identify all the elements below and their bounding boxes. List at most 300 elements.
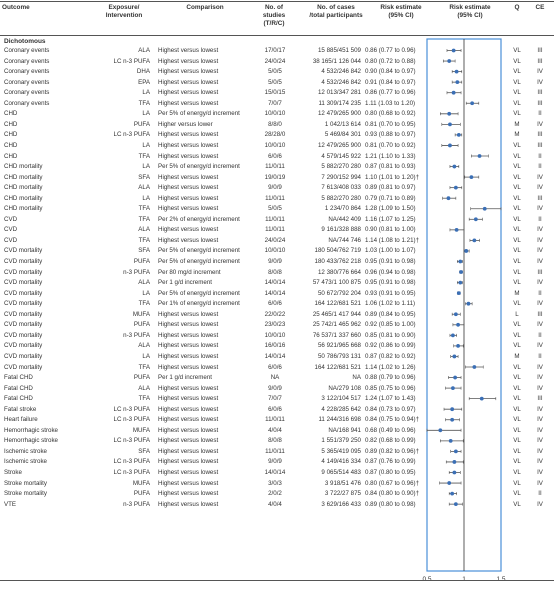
cell-comparison: Higher versus lower: [158, 120, 213, 128]
cell-comparison: Per 5% of energy/d increment: [158, 163, 240, 171]
cell-exposure: ALA: [138, 342, 150, 350]
cell-ce: IV: [537, 321, 543, 329]
cell-ce: IV: [537, 416, 543, 424]
cell-comparison: Highest versus lowest: [158, 458, 219, 466]
cell-studies: 24/0/24: [264, 236, 286, 244]
cell-ce: IV: [537, 205, 543, 213]
cell-exposure: LC n-3 PUFA: [113, 458, 150, 466]
cell-studies: 19/0/19: [264, 173, 286, 181]
cell-q: VL: [513, 363, 521, 371]
cell-cases: 5 882/270 280: [321, 163, 361, 171]
cell-cases: 3 122/104 517: [321, 395, 361, 403]
cell-ce: II: [538, 152, 542, 160]
cell-ce: IV: [537, 184, 543, 192]
cell-risk: 0.93 (0.91 to 0.95): [365, 289, 416, 297]
cell-exposure: ALA: [138, 47, 150, 54]
cell-ce: II: [538, 331, 542, 339]
cell-studies: NA: [270, 374, 280, 382]
cell-studies: 9/0/9: [268, 184, 282, 192]
cell-ce: IV: [537, 78, 543, 86]
point-estimate: [456, 323, 460, 327]
cell-comparison: Highest versus lowest: [158, 363, 219, 371]
cell-exposure: n-3 PUFA: [123, 331, 150, 339]
cell-ce: IV: [537, 426, 543, 434]
cell-outcome: Fatal CHD: [4, 374, 33, 382]
cell-comparison: Per 1 g/d increment: [158, 279, 212, 287]
cell-comparison: Highest versus lowest: [158, 490, 219, 498]
cell-outcome: CVD mortality: [4, 352, 43, 360]
point-estimate: [455, 228, 459, 232]
cell-exposure: SFA: [138, 173, 150, 181]
cell-ce: IV: [537, 437, 543, 445]
cell-ce: IV: [537, 279, 543, 287]
cell-cases: 15 885/451 509: [317, 47, 361, 54]
cell-studies: 10/0/10: [264, 247, 286, 255]
cell-risk: 0.81 (0.70 to 0.95): [365, 120, 416, 128]
cell-cases: 50 786/793 131: [317, 352, 361, 360]
cell-outcome: CHD: [4, 152, 18, 160]
cell-outcome: CVD mortality: [4, 321, 43, 329]
cell-exposure: TFA: [138, 363, 150, 371]
cell-comparison: Highest versus lowest: [158, 416, 219, 424]
cell-cases: 9 065/514 483: [321, 469, 361, 476]
point-estimate: [457, 133, 461, 137]
cell-studies: 6/0/6: [268, 363, 282, 371]
cell-studies: 11/0/11: [265, 416, 285, 424]
point-estimate: [483, 207, 487, 211]
cell-risk: 1.24 (1.07 to 1.43): [365, 395, 416, 403]
cell-studies: 8/8/0: [268, 120, 282, 128]
cell-outcome: CHD: [4, 131, 18, 139]
point-estimate: [458, 260, 462, 264]
cell-cases: 4 579/145 922: [321, 152, 361, 160]
cell-risk: 0.91 (0.84 to 0.97): [365, 78, 416, 86]
cell-exposure: PUFA: [133, 374, 150, 382]
point-estimate: [447, 112, 451, 116]
cell-comparison: Highest versus lowest: [158, 57, 219, 65]
cell-q: VL: [513, 194, 521, 202]
cell-q: VL: [513, 300, 521, 308]
cell-cases: 164 122/681 521: [314, 363, 361, 371]
cell-risk: 0.87 (0.80 to 0.95): [365, 469, 416, 476]
cell-cases: 1 551/379 250: [321, 437, 361, 445]
header-exposure: Exposure/ Intervention: [105, 4, 143, 19]
cell-cases: 76 537/1 337 660: [312, 331, 361, 339]
cell-comparison: Highest versus lowest: [158, 131, 219, 139]
cell-outcome: Ischemic stroke: [4, 458, 47, 466]
cell-q: VL: [513, 236, 521, 244]
cell-studies: 24/0/24: [264, 57, 286, 65]
cell-studies: 4/0/4: [268, 426, 282, 434]
cell-exposure: LC n-3 PUFA: [113, 405, 150, 413]
cell-ce: III: [537, 395, 543, 403]
cell-cases: 50 672/792 204: [317, 289, 361, 297]
cell-ce: III: [537, 268, 543, 276]
cell-risk: 0.68 (0.49 to 0.96): [365, 426, 416, 434]
cell-outcome: CVD: [4, 226, 18, 234]
cell-q: VL: [513, 205, 521, 213]
cell-risk: 0.89 (0.80 to 0.98): [365, 500, 416, 508]
cell-outcome: CHD mortality: [4, 184, 43, 192]
cell-cases: 7 613/408 033: [321, 184, 361, 192]
cell-exposure: LC n-3 PUFA: [113, 437, 150, 445]
cell-studies: 8/0/8: [268, 268, 282, 276]
cell-comparison: Per 80 mg/d increment: [158, 268, 221, 276]
cell-exposure: LA: [142, 289, 150, 297]
cell-ce: III: [537, 99, 543, 107]
point-estimate: [478, 154, 482, 158]
cell-comparison: Highest versus lowest: [158, 437, 219, 445]
cell-q: VL: [513, 447, 521, 455]
cell-cases: 12 479/265 900: [317, 141, 361, 149]
bottom-rule: [0, 580, 554, 581]
cell-q: VL: [513, 258, 521, 265]
cell-ce: IV: [537, 374, 543, 382]
cell-exposure: LA: [142, 163, 150, 171]
cell-exposure: ALA: [138, 184, 150, 192]
cell-comparison: Highest versus lowest: [158, 426, 219, 434]
point-estimate: [480, 397, 484, 401]
cell-q: VL: [513, 89, 521, 97]
cell-risk: 0.90 (0.84 to 0.97): [365, 68, 416, 76]
point-estimate: [447, 59, 451, 63]
cell-exposure: TFA: [138, 99, 150, 107]
cell-outcome: CVD mortality: [4, 331, 43, 339]
cell-outcome: CVD: [4, 215, 18, 223]
cell-exposure: n-3 PUFA: [123, 268, 150, 276]
cell-exposure: SFA: [138, 247, 150, 255]
point-estimate: [452, 355, 456, 359]
cell-risk: 0.88 (0.79 to 0.96): [365, 374, 416, 382]
cell-ce: III: [537, 141, 543, 149]
cell-exposure: TFA: [138, 205, 150, 213]
cell-exposure: LC n-3 PUFA: [113, 57, 150, 65]
cell-comparison: Highest versus lowest: [158, 352, 219, 360]
point-estimate: [459, 270, 463, 274]
point-estimate: [452, 49, 456, 53]
cell-ce: IV: [537, 226, 543, 234]
cell-comparison: Highest versus lowest: [158, 469, 219, 476]
cell-studies: 7/0/7: [268, 99, 282, 107]
cell-cases: 1 234/70 864: [324, 205, 361, 213]
cell-outcome: CHD mortality: [4, 194, 43, 202]
point-estimate: [470, 101, 474, 105]
cell-risk: 0.85 (0.81 to 0.90): [365, 331, 416, 339]
cell-outcome: CHD mortality: [4, 205, 43, 213]
cell-q: VL: [513, 247, 521, 255]
cell-risk: 1.10 (1.01 to 1.20)†: [365, 173, 420, 181]
cell-studies: 9/0/9: [268, 258, 282, 265]
cell-q: M: [514, 120, 520, 128]
cell-comparison: Highest versus lowest: [158, 173, 219, 181]
point-estimate: [450, 492, 454, 496]
cell-q: VL: [513, 500, 521, 508]
cell-outcome: CVD mortality: [4, 342, 43, 350]
cell-comparison: Highest versus lowest: [158, 68, 219, 76]
cell-exposure: PUFA: [133, 120, 150, 128]
point-estimate: [467, 302, 471, 306]
cell-comparison: Highest versus lowest: [158, 78, 219, 86]
cell-outcome: CVD mortality: [4, 258, 43, 265]
cell-comparison: Per 2% of energy/d increment: [158, 215, 240, 223]
cell-cases: 5 469/84 301: [324, 131, 361, 139]
cell-outcome: Hemorrhagic stroke: [4, 437, 58, 445]
cell-risk: 0.89 (0.82 to 0.96)†: [365, 447, 420, 455]
header-studies: No. of studies (T/R/C): [262, 4, 286, 27]
cell-outcome: CHD: [4, 110, 18, 118]
cell-outcome: CHD mortality: [4, 163, 43, 171]
cell-studies: 6/0/6: [268, 405, 282, 413]
cell-cases: 180 433/762 218: [314, 258, 361, 265]
point-estimate: [472, 239, 476, 243]
cell-q: VL: [513, 490, 521, 498]
cell-comparison: Highest versus lowest: [158, 236, 219, 244]
cell-exposure: LA: [142, 89, 150, 97]
cell-q: VL: [513, 437, 521, 445]
cell-exposure: ALA: [138, 384, 150, 392]
cell-studies: 11/0/11: [265, 226, 285, 234]
cell-comparison: Highest versus lowest: [158, 99, 219, 107]
cell-studies: 15/0/15: [264, 89, 286, 97]
cell-outcome: Fatal CHD: [4, 384, 33, 392]
cell-outcome: Coronary events: [4, 47, 50, 54]
point-estimate: [474, 217, 478, 221]
cell-comparison: Highest versus lowest: [158, 184, 219, 192]
cell-ce: II: [538, 110, 542, 118]
cell-risk: 1.21 (1.10 to 1.33): [365, 152, 416, 160]
point-estimate: [452, 91, 456, 95]
cell-cases: 4 228/285 642: [321, 405, 361, 413]
cell-ce: IV: [537, 405, 543, 413]
cell-comparison: Highest versus lowest: [158, 479, 219, 487]
cell-cases: 7 290/152 994: [321, 173, 361, 181]
header-cases: No. of cases /total participants: [309, 4, 363, 19]
cell-outcome: Coronary events: [4, 68, 50, 76]
cell-exposure: LC n-3 PUFA: [113, 131, 150, 139]
point-estimate: [447, 196, 451, 200]
point-estimate: [454, 312, 458, 316]
cell-exposure: PUFA: [133, 258, 150, 265]
cell-outcome: Heart failure: [4, 416, 38, 424]
cell-studies: 6/0/6: [268, 300, 282, 308]
cell-comparison: Highest versus lowest: [158, 331, 219, 339]
cell-exposure: EPA: [138, 78, 150, 86]
cell-q: VL: [513, 226, 521, 234]
cell-studies: 3/0/3: [268, 479, 282, 487]
cell-ce: IV: [537, 68, 543, 76]
cell-studies: 5/0/5: [268, 78, 282, 86]
cell-risk: 1.06 (1.02 to 1.11): [365, 300, 416, 308]
cell-exposure: PUFA: [133, 490, 150, 498]
cell-outcome: Coronary events: [4, 78, 50, 86]
cell-q: M: [514, 352, 520, 360]
axis-tick-label: 1.5: [496, 576, 506, 583]
cell-exposure: LA: [142, 194, 150, 202]
point-estimate: [454, 186, 458, 190]
cell-studies: 28/28/0: [264, 131, 286, 139]
cell-studies: 17/0/17: [264, 47, 286, 54]
cell-studies: 11/0/11: [265, 215, 285, 223]
cell-q: M: [514, 289, 520, 297]
cell-ce: IV: [537, 458, 543, 466]
cell-exposure: TFA: [138, 152, 150, 160]
cell-ce: IV: [537, 363, 543, 371]
cell-risk: 0.95 (0.91 to 0.98): [365, 279, 416, 287]
cell-outcome: CVD mortality: [4, 279, 43, 287]
point-estimate: [453, 376, 457, 380]
cell-risk: 0.84 (0.80 to 0.90)†: [365, 490, 420, 498]
cell-comparison: Highest versus lowest: [158, 395, 219, 403]
cell-comparison: Per 5% of energy/d increment: [158, 289, 240, 297]
point-estimate: [438, 428, 442, 432]
cell-studies: 14/0/14: [264, 279, 286, 287]
point-estimate: [457, 291, 461, 295]
cell-ce: II: [538, 289, 542, 297]
cell-exposure: ALA: [138, 279, 150, 287]
cell-comparison: Highest versus lowest: [158, 500, 219, 508]
cell-ce: IV: [537, 173, 543, 181]
cell-risk: 0.80 (0.72 to 0.88): [365, 57, 416, 65]
header-outcome: Outcome: [2, 4, 30, 11]
point-estimate: [450, 418, 454, 422]
cell-studies: 11/0/11: [265, 163, 285, 171]
cell-risk: 1.28 (1.09 to 1.50): [365, 205, 416, 213]
cell-studies: 10/0/10: [264, 141, 286, 149]
cell-q: VL: [513, 78, 521, 86]
cell-comparison: Highest versus lowest: [158, 194, 219, 202]
cell-q: VL: [513, 374, 521, 382]
cell-studies: 11/0/11: [265, 447, 285, 455]
cell-q: VL: [513, 99, 521, 107]
cell-q: VL: [513, 141, 521, 149]
cell-ce: IV: [537, 447, 543, 455]
cell-outcome: Fatal stroke: [4, 405, 37, 413]
axis-tick-label: 0.5: [422, 576, 432, 583]
cell-q: VL: [513, 68, 521, 76]
cell-exposure: LC n-3 PUFA: [113, 469, 150, 476]
cell-studies: 7/0/7: [268, 395, 282, 403]
cell-ce: IV: [537, 500, 543, 508]
cell-outcome: Hemorrhagic stroke: [4, 426, 58, 434]
cell-outcome: Coronary events: [4, 99, 50, 107]
header-q: Q: [514, 4, 520, 11]
point-estimate: [455, 80, 459, 84]
cell-outcome: CVD mortality: [4, 310, 43, 318]
cell-outcome: CVD mortality: [4, 363, 43, 371]
cell-comparison: Per 1% of energy/d increment: [158, 300, 240, 308]
cell-q: VL: [513, 384, 521, 392]
cell-exposure: n-3 PUFA: [123, 500, 150, 508]
cell-q: VL: [513, 469, 521, 476]
cell-comparison: Highest versus lowest: [158, 321, 219, 329]
cell-ce: IV: [537, 469, 543, 476]
cell-q: VL: [513, 184, 521, 192]
cell-comparison: Highest versus lowest: [158, 141, 219, 149]
cell-outcome: CVD mortality: [4, 268, 43, 276]
cell-risk: 0.89 (0.84 to 0.95): [365, 310, 416, 318]
cell-ce: IV: [537, 120, 543, 128]
cell-q: VL: [513, 479, 521, 487]
axis-tick-label: 1: [462, 576, 466, 583]
cell-comparison: Highest versus lowest: [158, 205, 219, 213]
cell-studies: 22/0/22: [264, 310, 286, 318]
header-ce: CE: [535, 4, 545, 11]
cell-exposure: ALA: [138, 226, 150, 234]
point-estimate: [456, 344, 460, 348]
header-risk: Risk estimate (95% CI): [380, 4, 422, 19]
cell-exposure: SFA: [138, 447, 150, 455]
point-estimate: [470, 175, 474, 179]
cell-outcome: CVD mortality: [4, 247, 43, 255]
cell-outcome: Stroke: [4, 469, 22, 476]
cell-studies: 9/0/9: [268, 458, 282, 466]
cell-cases: 3 629/166 433: [321, 500, 361, 508]
cell-cases: 38 165/1 126 044: [312, 57, 361, 65]
cell-q: L: [515, 310, 519, 318]
point-estimate: [452, 460, 456, 464]
cell-cases: 11 309/174 235: [318, 99, 361, 107]
section-label: Dichotomous: [4, 38, 46, 45]
point-estimate: [448, 144, 452, 148]
cell-comparison: Highest versus lowest: [158, 152, 219, 160]
point-estimate: [451, 386, 455, 390]
cell-risk: 1.14 (1.08 to 1.21)†: [365, 236, 420, 244]
cell-exposure: DHA: [136, 68, 150, 76]
cell-studies: 5/0/5: [268, 205, 282, 213]
cell-risk: 0.82 (0.68 to 0.99): [365, 437, 416, 445]
cell-risk: 0.86 (0.77 to 0.96): [365, 47, 416, 54]
cell-ce: II: [538, 352, 542, 360]
cell-q: VL: [513, 395, 521, 403]
cell-studies: 5/0/5: [268, 68, 282, 76]
cell-risk: 0.80 (0.67 to 0.96)†: [365, 479, 420, 487]
cell-risk: 0.87 (0.76 to 0.99): [365, 458, 416, 466]
cell-comparison: Highest versus lowest: [158, 342, 219, 350]
cell-outcome: Ischemic stroke: [4, 447, 47, 455]
cell-risk: 0.92 (0.86 to 0.99): [365, 342, 416, 350]
cell-comparison: Highest versus lowest: [158, 405, 219, 413]
cell-comparison: Highest versus lowest: [158, 89, 219, 97]
cell-risk: 0.92 (0.85 to 1.00): [365, 321, 416, 329]
cell-risk: 0.95 (0.91 to 0.98): [365, 258, 416, 265]
cell-outcome: CVD mortality: [4, 289, 43, 297]
cell-outcome: CHD: [4, 141, 18, 149]
cell-ce: II: [538, 163, 542, 171]
cell-cases: 4 532/246 842: [321, 68, 361, 76]
cell-q: VL: [513, 152, 521, 160]
cell-cases: 5 365/419 095: [321, 447, 361, 455]
cell-cases: NA: [352, 374, 361, 382]
cell-comparison: Highest versus lowest: [158, 384, 219, 392]
cell-risk: 1.03 (1.00 to 1.07): [365, 247, 416, 255]
cell-risk: 1.14 (1.02 to 1.26): [365, 363, 416, 371]
cell-studies: 10/0/10: [264, 331, 286, 339]
cell-q: VL: [513, 416, 521, 424]
cell-exposure: LC n-3 PUFA: [113, 416, 150, 424]
cell-ce: IV: [537, 384, 543, 392]
cell-q: VL: [513, 163, 521, 171]
cell-outcome: CHD: [4, 120, 18, 128]
cell-risk: 1.11 (1.03 to 1.20): [365, 99, 416, 107]
cell-risk: 0.86 (0.77 to 0.96): [365, 89, 416, 97]
cell-cases: NA/279 108: [328, 384, 361, 392]
cell-ce: III: [537, 131, 543, 139]
point-estimate: [454, 502, 458, 506]
cell-studies: 11/0/11: [265, 194, 285, 202]
cell-ce: IV: [537, 342, 543, 350]
cell-outcome: Fatal CHD: [4, 395, 33, 403]
cell-exposure: LA: [142, 352, 150, 360]
